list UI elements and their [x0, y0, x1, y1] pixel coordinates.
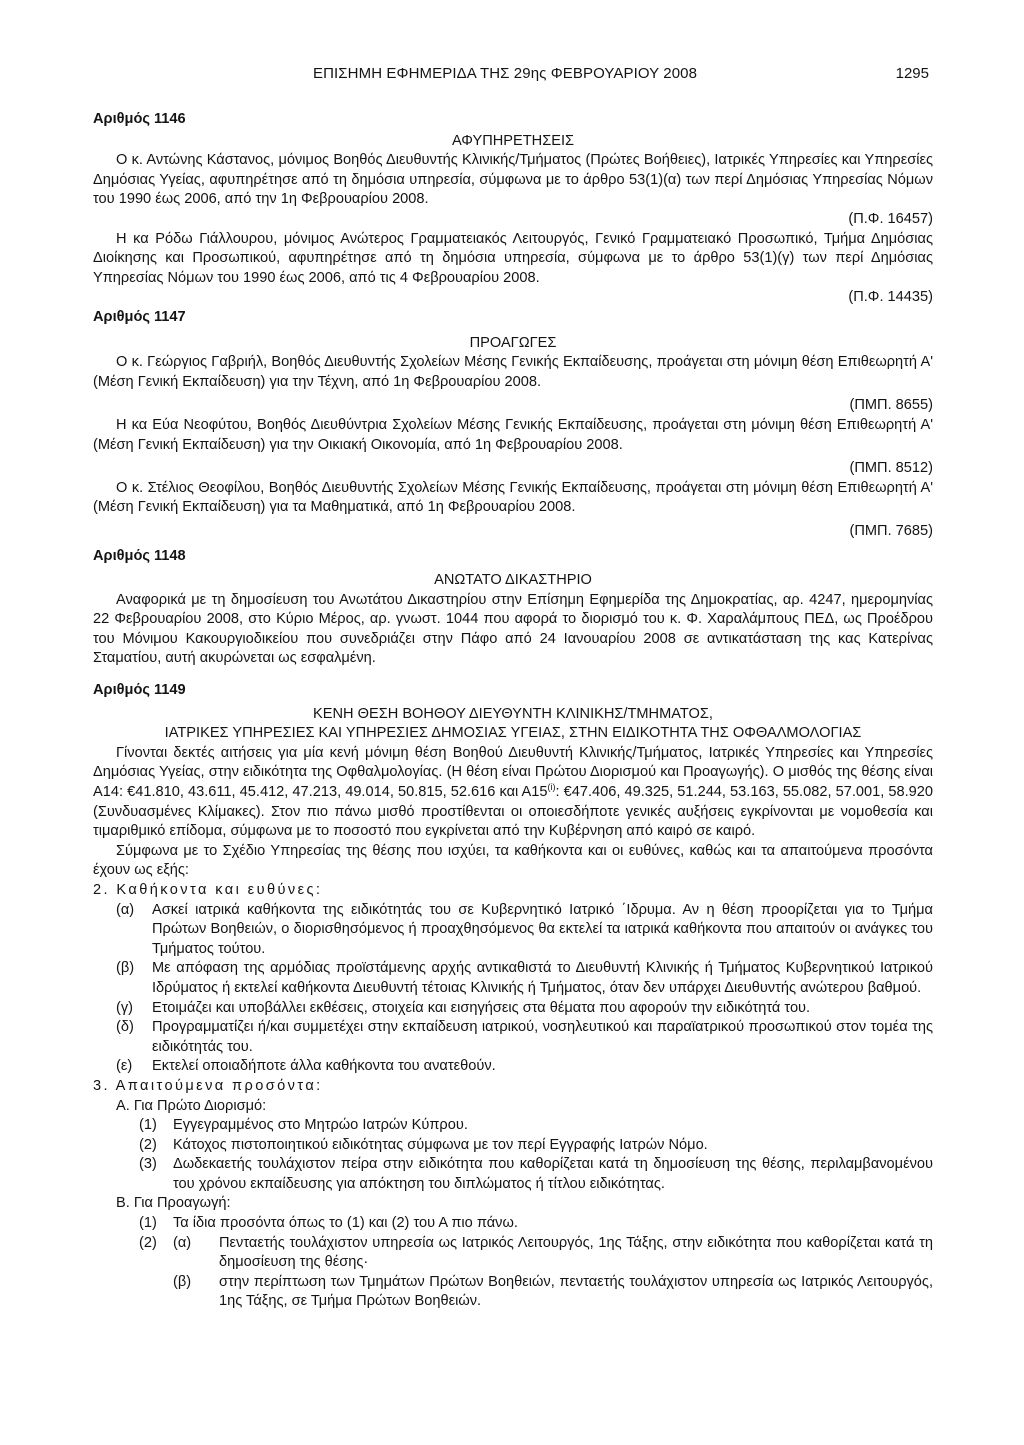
vacancy-heading-line-2: ΙΑΤΡΙΚΕΣ ΥΠΗΡΕΣΙΕΣ ΚΑΙ ΥΠΗΡΕΣΙΕΣ ΔΗΜΟΣΙΑΣ ΥΓΕΙΑΣ, ΣΤΗΝ ΕΙΔΙΚΟΤΗΤΑ ΤΗΣ ΟΦΘΑΛΜΟΛΟΓΙΑΣ [164, 725, 862, 742]
list-item: (3) Δωδεκαετής τουλάχιστον πείρα στην ειδικότητα που καθορίζεται κατά τη δημοσίευση της θέσης, περιλαμβανομένου του χρόνου εκπαίδευσης για απόκτηση του διπλώματος ή τίτλου ειδικότητας. [139, 1156, 933, 1192]
promotion-heading: Β. Για Προαγωγή: [116, 1195, 231, 1212]
salary-text-part-2: : €47.406, 49.325, 51.244, 53.163, 55.082, 57.001, 58.920 (Συνδυασμένες Κλίμακες). Στον πιο πάνω μισθό προστίθενται οι οποιεσδήποτε γενικές αυξήσεις εγκρίνονται με νομοθεσία και τιμαριθμικό επίδομα, σύμφωνα με το ποσοστό που εγκρίνεται από την Κυβέρνηση από καιρό σε καιρό. [93, 784, 933, 840]
list-item: (2) Κάτοχος πιστοποιητικού ειδικότητας σύμφωνα με τον περί Εγγραφής Ιατρών Νόμο. [139, 1136, 708, 1153]
reference-number: (Π.Φ. 16457) [848, 210, 933, 227]
first-appointment-heading: Α. Για Πρώτο Διορισμό: [116, 1097, 267, 1114]
footnote-marker: (i) [547, 782, 556, 793]
list-item: (β) Με απόφαση της αρμόδιας προϊστάμενης αρχής αντικαθιστά το Διευθυντή Κλινικής ή Τμήματος Κυβερνητικού Ιατρικού Ιδρύματος ή εκτελεί καθήκοντα Διευθυντή τέτοιας Κλινικής ή Τμήματος, όταν δεν υπάρχει Διευθυντής ανώτερου βαθμού. [116, 960, 933, 996]
list-item: (α) Ασκεί ιατρικά καθήκοντα της ειδικότητάς του σε Κυβερνητικό Ιατρικό ΄Ιδρυμα. Αν η θέση προορίζεται για το Τμήμα Πρώτων Βοηθειών, ο διορισθησόμενος ή προαχθησόμενος θα εκτελεί τα ιατρικά καθήκοντα που απαιτούν οι ανάγκες του Τμήματος τούτου. [116, 901, 933, 957]
vacancy-heading-line-1: ΚΕΝΗ ΘΕΣΗ ΒΟΗΘΟΥ ΔΙΕΥΘΥΝΤΗ ΚΛΙΝΙΚΗΣ/ΤΜΗΜΑΤΟΣ, [313, 705, 713, 722]
list-item: (2) (α) Πενταετής τουλάχιστον υπηρεσία ως Ιατρικός Λειτουργός, 1ης Τάξης, στην ειδικότητα που καθορίζεται κατά τη δημοσίευση της θέσης· (β) στην περίπτωση των Τμημάτων Πρώτων Βοηθειών, πενταετής τουλάχιστον υπηρεσία ως Ιατρικός Λειτουργός, 1ης Τάξης, σε Τμήμα Πρώτων Βοηθειών. [93, 1234, 933, 1312]
notice-number-1148: Αριθμός 1148 [93, 548, 186, 565]
reference-number: (Π.Φ. 14435) [848, 289, 933, 306]
list-item: (1) Τα ίδια προσόντα όπως το (1) και (2) του Α πιο πάνω. [139, 1215, 518, 1232]
page-number: 1295 [895, 65, 929, 82]
qualifications-heading: 3. Απαιτούμενα προσόντα: [93, 1077, 323, 1094]
duties-heading: 2. Καθήκοντα και ευθύνες: [93, 881, 323, 898]
notice-number-1147: Αριθμός 1147 [93, 308, 186, 325]
notice-number-1146: Αριθμός 1146 [93, 111, 186, 127]
page-header [93, 64, 933, 88]
duties-list [93, 901, 933, 1077]
vacancy-paragraph [93, 744, 933, 842]
notice-paragraph: Ο κ. Στέλιος Θεοφίλου, Βοηθός Διευθυντής Σχολείων Μέσης Γενικής Εκπαίδευσης, προάγεται στη μόνιμη θέση Επιθεωρητή Α' (Μέση Γενική Εκπαίδευση) για τα Μαθηματικά, από 1η Φεβρουαρίου 2008. [93, 479, 933, 516]
list-item: (δ) Προγραμματίζει ή/και συμμετέχει στην εκπαίδευση ιατρικού, νοσηλευτικού και παραϊατρικού προσωπικού στον τομέα της ειδικότητάς του. [116, 1019, 933, 1055]
list-item: (γ) Ετοιμάζει και υποβάλλει εκθέσεις, στοιχεία και εισηγήσεις στα θέματα που αφορούν την ειδικότητά του. [116, 999, 811, 1016]
gazette-title: ΕΠΙΣΗΜΗ ΕΦΗΜΕΡΙΔΑ ΤΗΣ 29ης ΦΕΒΡΟΥΑΡΙΟΥ 2008 [313, 65, 698, 82]
section-heading-retirements: ΑΦΥΠΗΡΕΤΗΣΕΙΣ [451, 132, 575, 149]
list-item: (β) στην περίπτωση των Τμημάτων Πρώτων Βοηθειών, πενταετής τουλάχιστον υπηρεσία ως Ιατρικός Λειτουργός, 1ης Τάξης, σε Τμήμα Πρώτων Βοηθειών. [173, 1273, 933, 1310]
vacancy-paragraph: Σύμφωνα με το Σχέδιο Υπηρεσίας της θέσης που ισχύει, τα καθήκοντα και οι ευθύνες, καθώς και τα απαιτούμενα προσόντα έχουν ως εξής: [93, 842, 933, 879]
notice-paragraph: Ο κ. Γεώργιος Γαβριήλ, Βοηθός Διευθυντής Σχολείων Μέσης Γενικής Εκπαίδευσης, προάγεται στη μόνιμη θέση Επιθεωρητή Α' (Μέση Γενική Εκπαίδευση) για την Τέχνη, από 1η Φεβρουαρίου 2008. [93, 354, 933, 390]
reference-number: (ΠΜΠ. 7685) [849, 522, 933, 539]
notice-paragraph: Ο κ. Αντώνης Κάστανος, μόνιμος Βοηθός Διευθυντής Κλινικής/Τμήματος (Πρώτες Βοήθειες), Ιατρικές Υπηρεσίες και Υπηρεσίες Δημόσιας Υγείας, αφυπηρέτησε από τη δημόσια υπηρεσία, σύμφωνα με το άρθρο 53(1)(α) των περί Δημόσιας Υπηρεσίας Νόμων του 1990 έως 2006, από την 1η Φεβρουαρίου 2008. [93, 152, 933, 208]
section-heading-promotions: ΠΡΟΑΓΩΓΕΣ [469, 334, 557, 351]
list-item: (ε) Εκτελεί οποιαδήποτε άλλα καθήκοντα του ανατεθούν. [116, 1058, 496, 1075]
reference-number: (ΠΜΠ. 8512) [849, 460, 933, 477]
list-item: (α) Πενταετής τουλάχιστον υπηρεσία ως Ιατρικός Λειτουργός, 1ης Τάξης, στην ειδικότητα που καθορίζεται κατά τη δημοσίευση της θέσης· [173, 1234, 933, 1271]
list-item: (1) Εγγεγραμμένος στο Μητρώο Ιατρών Κύπρου. [139, 1117, 468, 1134]
notice-number-1149: Αριθμός 1149 [93, 682, 186, 699]
reference-number: (ΠΜΠ. 8655) [849, 397, 933, 414]
gazette-page [93, 64, 933, 1312]
notice-paragraph: Αναφορικά με τη δημοσίευση του Ανωτάτου Δικαστηρίου στην Επίσημη Εφημερίδα της Δημοκρατίας, αρ. 4247, ημερομηνίας 22 Φεβρουαρίου 2008, στο Κύριο Μέρος, αρ. γνωστ. 1044 που αφορά το διορισμό του κ. Φ. Χαραλάμπους ΠΕΔ, ως Προέδρου του Μόνιμου Κακουργιοδικείου που συνεδριάζει στην Πάφο από 24 Ιανουαρίου 2008 σε αντικατάσταση της κας Κατερίνας Σταματίου, αυτή ακυρώνεται ως εσφαλμένη. [93, 591, 933, 667]
first-appointment-list [93, 1116, 933, 1194]
notice-paragraph: Η κα Ρόδω Γιάλλουρου, μόνιμος Ανώτερος Γραμματειακός Λειτουργός, Γενικό Γραμματειακό Προσωπικό, Τμήμα Δημόσιας Διοίκησης και Προσωπικού, αφυπηρέτησε από τη δημόσια υπηρεσία, σύμφωνα με το άρθρο 53(1)(γ) των περί Δημόσιας Υπηρεσίας Νόμων του 1990 έως 2006, από τις 4 Φεβρουαρίου 2008. [93, 230, 933, 286]
salary-text-part-1: Γίνονται δεκτές αιτήσεις για μία κενή μόνιμη θέση Βοηθού Διευθυντή Κλινικής/Τμήματος, Ιατρικές Υπηρεσίες και Υπηρεσίες Δημόσιας Υγείας, στην ειδικότητα της Οφθαλμολογίας. (Η θέση είναι Πρώτου Διορισμού και Προαγωγής). Ο μισθός της θέσης είναι Α14: €41.810, 43.611, 45.412, 47.213, 49.014, 50.815, 52.616 και Α15 [93, 744, 933, 800]
section-heading-supreme-court: ΑΝΩΤΑΤΟ ΔΙΚΑΣΤΗΡΙΟ [434, 572, 592, 589]
notice-paragraph: Η κα Εύα Νεοφύτου, Βοηθός Διευθύντρια Σχολείων Μέσης Γενικής Εκπαίδευσης, προάγεται στη μόνιμη θέση Επιθεωρητή Α' (Μέση Γενική Εκπαίδευση) για την Οικιακή Οικονομία, από 1η Φεβρουαρίου 2008. [93, 416, 933, 453]
